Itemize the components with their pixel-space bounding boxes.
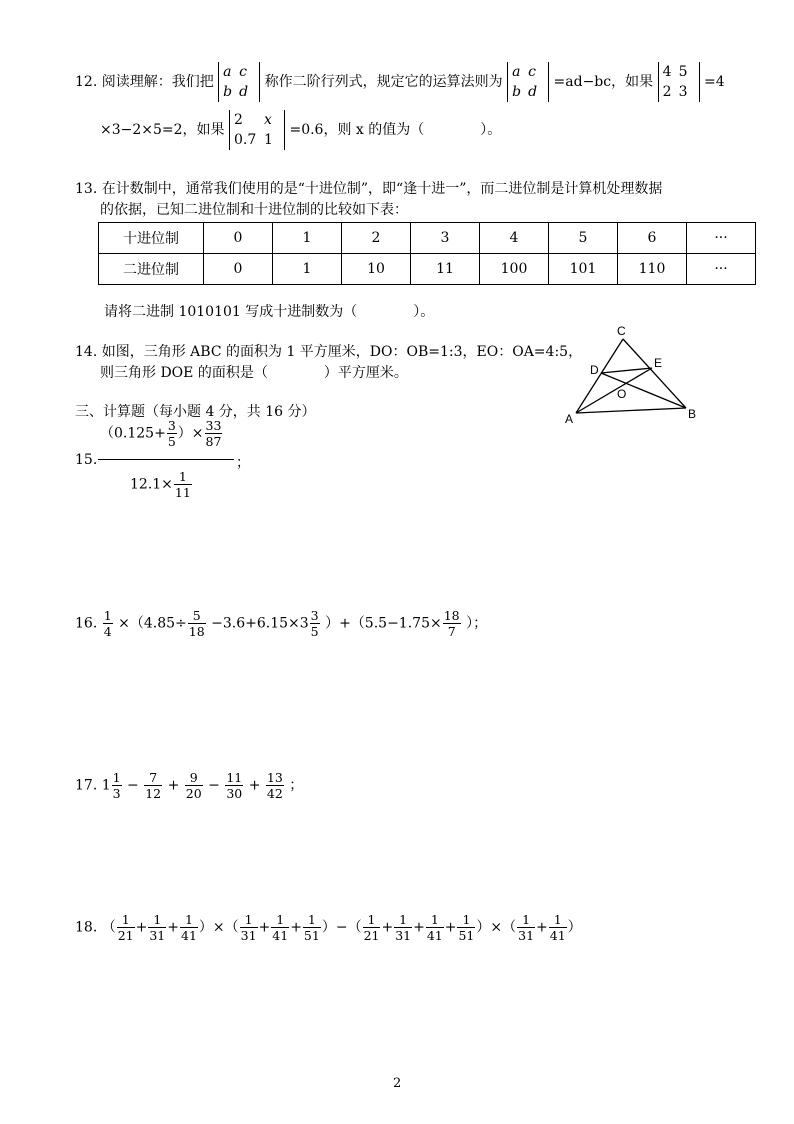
fraction [310, 608, 320, 639]
table-cell: 101 [549, 254, 618, 285]
q12-text-1: 阅读理解：我们把 [101, 74, 214, 90]
det-cell: 3 [678, 84, 688, 100]
table-cell: ··· [687, 254, 756, 285]
fraction [363, 912, 381, 943]
q12-line2b: =0.6，则 x 的值为（ ）。 [289, 122, 502, 138]
q15-text: （0.125+ [100, 425, 166, 442]
q12-line2a: ×3−2×5=2，如果 [100, 122, 225, 138]
q12-text-3: =ad−bc，如果 [553, 74, 654, 90]
fraction [188, 608, 206, 639]
operator: + [444, 919, 457, 936]
label-b: B [688, 407, 697, 421]
numerator: 11 [226, 770, 243, 785]
table-cell: 1 [273, 254, 342, 285]
numerator: 9 [185, 770, 203, 786]
q13-number: 13. [75, 181, 98, 197]
denominator: 41 [549, 928, 566, 943]
numerator: 3 [167, 418, 176, 433]
q16-text: ×（4.85÷ [118, 615, 187, 632]
table-header-binary: 二进位制 [99, 254, 204, 285]
table-cell: 5 [549, 223, 618, 254]
label-o: O [617, 387, 627, 401]
numerator: 33 [205, 418, 222, 433]
numerator: 1 [271, 912, 289, 928]
operator: × [490, 919, 503, 936]
operator: + [167, 919, 179, 936]
table-cell: 3 [411, 223, 480, 254]
q13-ask: 请将二进制 1010101 写成十进制数为（ ）。 [104, 304, 435, 320]
table-cell: 6 [618, 223, 687, 254]
table-cell: 2 [342, 223, 411, 254]
determinant-2x071 [229, 110, 285, 150]
question-17 [75, 770, 303, 801]
fraction [266, 770, 284, 801]
q15-text: ）× [177, 425, 204, 442]
operator: − [127, 777, 139, 794]
table-header-decimal: 十进位制 [99, 223, 204, 254]
det-cell: 2 [662, 84, 672, 100]
label-c: C [617, 324, 626, 338]
operator: + [381, 919, 394, 936]
paren: ） [476, 919, 491, 936]
side-ac [576, 339, 623, 413]
page-number: 2 [393, 1076, 402, 1091]
numerator: 3 [310, 608, 319, 623]
numerator: 5 [188, 608, 206, 624]
question-18 [75, 912, 582, 943]
table-cell: 4 [480, 223, 549, 254]
numerator: 1 [426, 912, 444, 928]
denominator: 21 [117, 928, 134, 943]
table-cell: 100 [480, 254, 549, 285]
denominator: 42 [266, 786, 283, 801]
q15-numerator [100, 418, 223, 449]
q14-line-2: 则三角形 DOE 的面积是（ ）平方厘米。 [100, 365, 408, 381]
numerator: 1 [117, 912, 135, 928]
q16-text: −3.6+6.15×3 [211, 615, 309, 632]
q14-number: 14. [75, 344, 98, 360]
fraction [112, 770, 122, 801]
numerator: 1 [103, 608, 112, 623]
denominator: 41 [181, 928, 197, 943]
q16-number: 16. [75, 615, 98, 632]
paren: （ [101, 919, 116, 936]
q15-fraction-bar [98, 459, 234, 460]
denominator: 31 [395, 928, 412, 943]
q16-text: ）+（5.5−1.75× [325, 615, 442, 632]
numerator: 1 [180, 912, 198, 928]
fraction [240, 912, 258, 943]
numerator: 1 [394, 912, 412, 928]
det-cell: d [239, 84, 249, 100]
segment-ae [576, 368, 652, 413]
table-cell: 0 [204, 254, 273, 285]
denominator: 4 [103, 624, 112, 639]
q12-text-2: 称作二阶行列式，规定它的运算法则为 [264, 74, 503, 90]
det-cell: 2 [234, 112, 243, 128]
det-cell: 5 [678, 64, 688, 80]
side-cb [623, 339, 686, 408]
number-system-table [98, 222, 756, 285]
denominator: 21 [363, 928, 380, 943]
determinant-abcd-2 [507, 62, 549, 102]
operator: − [208, 777, 220, 794]
fraction [443, 608, 461, 639]
paren: ） [198, 919, 213, 936]
det-cell: c [528, 64, 536, 80]
denominator: 31 [149, 928, 166, 943]
numerator: 1 [112, 770, 121, 785]
numerator: 1 [363, 912, 381, 928]
det-cell: b [223, 84, 233, 100]
label-e: E [654, 356, 663, 370]
operator: + [135, 919, 148, 936]
table-row [99, 254, 756, 285]
determinant-4523 [658, 62, 700, 102]
det-cell: c [239, 64, 248, 80]
denominator: 87 [205, 434, 222, 449]
paren: （ [347, 919, 362, 936]
det-cell: a [512, 64, 521, 80]
fraction [148, 912, 166, 943]
label-a: A [565, 412, 574, 426]
q17-whole: 1 [101, 777, 111, 794]
q15-end: ； [236, 455, 250, 471]
operator: + [248, 777, 261, 794]
numerator: 13 [266, 770, 283, 785]
q13-line-2: 的依据，已知二进位制和十进位制的比较如下表： [100, 202, 408, 218]
table-row [99, 223, 756, 254]
fraction [517, 912, 535, 943]
fraction [394, 912, 412, 943]
denominator: 30 [226, 786, 243, 801]
determinant-abcd [218, 62, 260, 102]
denominator: 3 [112, 786, 121, 801]
numerator: 1 [457, 912, 475, 928]
table-cell: ··· [687, 223, 756, 254]
det-cell: a [223, 64, 232, 80]
fraction [426, 912, 444, 943]
q13-line-1: 在计数制中，通常我们使用的是“十进位制”，即“逢十进一”，而二进位制是计算机处理数据 [101, 181, 663, 197]
denominator: 12 [145, 786, 162, 801]
numerator: 1 [549, 912, 567, 928]
operator: + [413, 919, 425, 936]
fraction [303, 912, 321, 943]
numerator: 1 [174, 469, 192, 485]
q15-number: 15. [75, 452, 98, 468]
numerator: 1 [303, 912, 321, 928]
question-16 [75, 608, 487, 639]
table-cell: 0 [204, 223, 273, 254]
table-cell: 110 [618, 254, 687, 285]
table-cell: 10 [342, 254, 411, 285]
det-cell: b [512, 84, 522, 100]
fraction [180, 912, 198, 943]
table-cell: 1 [273, 223, 342, 254]
fraction [117, 912, 135, 943]
question-12 [75, 62, 725, 102]
operator: + [536, 919, 548, 936]
operator: × [212, 919, 225, 936]
fraction [144, 770, 162, 801]
denominator: 18 [188, 624, 205, 639]
denominator: 5 [167, 434, 176, 449]
denominator: 5 [310, 624, 319, 639]
denominator: 31 [240, 928, 257, 943]
fraction [174, 469, 192, 500]
fraction [271, 912, 289, 943]
denominator: 41 [426, 928, 443, 943]
fraction [205, 418, 223, 449]
fraction [103, 608, 113, 639]
det-cell: x [264, 112, 272, 128]
denominator: 31 [518, 928, 535, 943]
operator: + [258, 919, 271, 936]
q18-number: 18. [75, 919, 98, 936]
q14-line-1: 如图，三角形 ABC 的面积为 1 平方厘米，DO：OB=1:3，EO：OA=4:5， [101, 344, 583, 360]
q16-end: ）； [466, 615, 488, 632]
denominator: 7 [447, 624, 456, 639]
numerator: 1 [148, 912, 166, 928]
section-heading-calculation: 三、计算题（每小题 4 分，共 16 分） [75, 404, 316, 420]
question-14 [75, 341, 582, 361]
label-d: D [590, 363, 599, 377]
triangle-figure [560, 320, 700, 430]
det-cell: 0.7 [234, 132, 257, 148]
denominator: 51 [458, 928, 475, 943]
table-cell: 11 [411, 254, 480, 285]
q15-text: 12.1× [130, 476, 173, 493]
numerator: 1 [240, 912, 258, 928]
denominator: 20 [185, 786, 202, 801]
det-cell: d [528, 84, 538, 100]
side-ab [576, 408, 686, 413]
denominator: 51 [303, 928, 320, 943]
q17-end: ； [289, 777, 304, 794]
det-cell: 4 [662, 64, 672, 80]
q12-text-4: =4 [704, 74, 725, 90]
numerator: 7 [144, 770, 162, 786]
denominator: 41 [272, 928, 289, 943]
fraction [185, 770, 203, 801]
q15-denominator [130, 469, 193, 500]
operator: + [167, 777, 180, 794]
q12-number: 12. [75, 74, 98, 90]
paren: （ [224, 919, 239, 936]
numerator: 18 [443, 608, 460, 623]
det-cell: 1 [264, 132, 273, 148]
fraction [225, 770, 243, 801]
fraction [549, 912, 567, 943]
numerator: 1 [517, 912, 535, 928]
denominator: 11 [174, 485, 191, 500]
paren: ） [321, 919, 336, 936]
fraction [457, 912, 475, 943]
q17-number: 17. [75, 777, 98, 794]
paren: ） [567, 919, 582, 936]
question-13 [75, 178, 662, 198]
paren: （ [502, 919, 517, 936]
operator: + [290, 919, 302, 936]
operator: − [335, 919, 348, 936]
fraction [167, 418, 177, 449]
question-12-line-2 [100, 110, 501, 150]
